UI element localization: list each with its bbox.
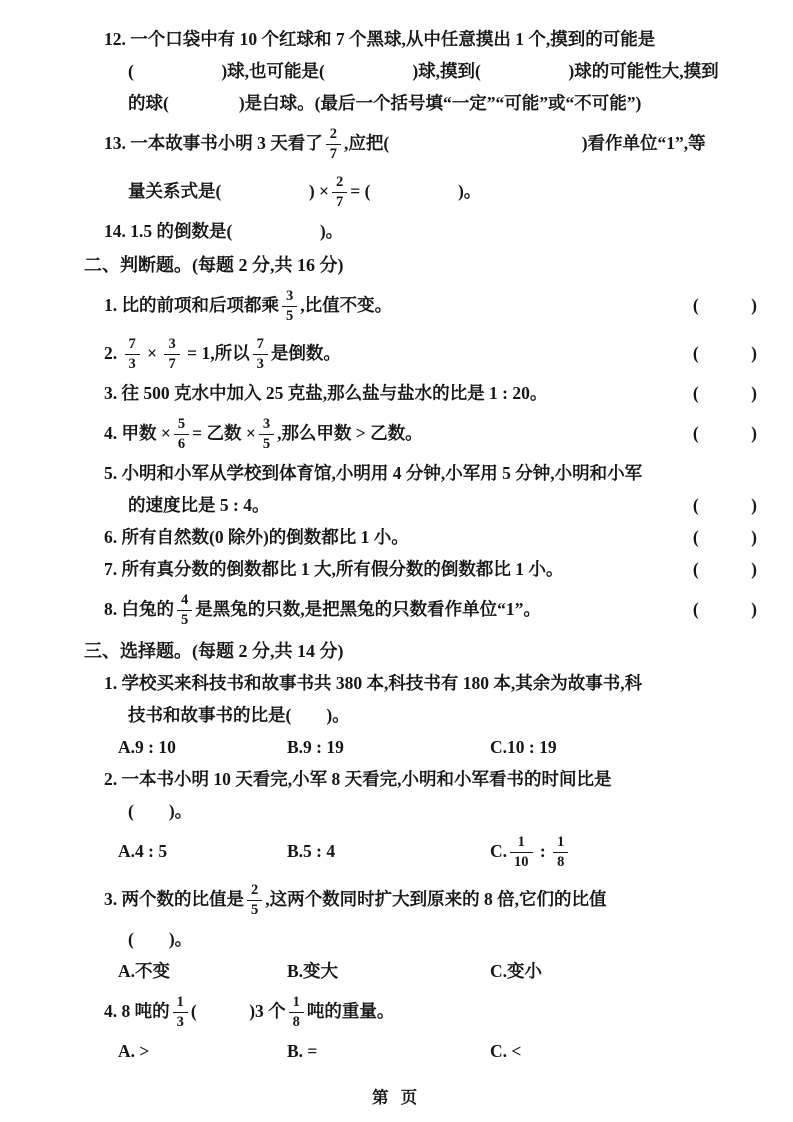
option-a <box>118 1041 287 1063</box>
answer-bracket: ( ) <box>692 343 757 364</box>
choice-2-line-1 <box>84 764 757 796</box>
text-run: 吨的重量。 <box>306 1001 395 1022</box>
q12-line-3 <box>84 88 757 120</box>
text-run: C.10 : 19 <box>490 737 557 758</box>
text-run: 13. 一本故事书小明 3 天看了 <box>104 133 323 154</box>
option-b <box>287 1041 490 1063</box>
choice-4-line-1 <box>84 988 757 1036</box>
text-run: A. > <box>118 1041 150 1062</box>
text-run: 3. 往 500 克水中加入 25 克盐,那么盐与盐水的比是 1 : 20。 <box>104 383 548 404</box>
fraction-numerator: 1 <box>292 994 300 1010</box>
text-run: ,比值不变。 <box>300 295 393 316</box>
text-run: 6. 所有自然数(0 除外)的倒数都比 1 小。 <box>104 527 409 548</box>
text-run: 1. 比的前项和后项都乘 <box>104 295 279 316</box>
fraction <box>326 127 341 161</box>
text-run: 5. 小明和小军从学校到体育馆,小明用 4 分钟,小军用 5 分钟,小明和小军 <box>104 463 643 484</box>
text-run: B.5 : 4 <box>287 841 336 862</box>
q13-line-2 <box>84 168 757 216</box>
fraction-numerator: 5 <box>177 416 186 432</box>
text-run: 14. 1.5 的倒数是( )。 <box>104 221 344 242</box>
text-run: = 乙数 × <box>192 423 256 444</box>
fraction <box>282 289 297 323</box>
fraction-numerator: 1 <box>557 834 565 850</box>
judge-7 <box>84 554 757 586</box>
text-run: = 1,所以 <box>182 343 250 364</box>
fraction-numerator: 1 <box>517 834 525 850</box>
fraction <box>164 337 179 371</box>
fraction <box>125 337 140 371</box>
text-run: ,应把( )看作单位“1”,等 <box>344 133 706 154</box>
fraction-denominator: 7 <box>332 192 347 210</box>
option-b <box>287 737 490 759</box>
text-run: 二、判断题。(每题 2 分,共 16 分) <box>84 254 344 275</box>
judge-4 <box>84 410 757 458</box>
choice-2-options <box>84 828 757 876</box>
fraction-numerator: 4 <box>181 592 189 608</box>
text-run: C. < <box>490 1041 522 1062</box>
fraction <box>332 175 347 209</box>
fraction-denominator: 10 <box>510 852 533 870</box>
answer-bracket: ( ) <box>692 495 757 516</box>
text-run: ( )。 <box>128 801 193 822</box>
fraction <box>259 417 274 451</box>
fraction-denominator: 7 <box>326 144 341 162</box>
fraction-denominator: 7 <box>164 354 179 372</box>
fraction-denominator: 5 <box>282 306 297 324</box>
fraction <box>289 995 304 1029</box>
judge-1 <box>84 282 757 330</box>
fraction-numerator: 7 <box>256 336 264 352</box>
option-a <box>118 737 287 759</box>
fraction <box>510 835 533 869</box>
fraction-denominator: 8 <box>289 1012 304 1030</box>
fraction <box>247 883 262 917</box>
text-run: : <box>535 841 551 862</box>
text-run: ,那么甲数 > 乙数。 <box>277 423 423 444</box>
text-run: C. <box>490 841 508 862</box>
fraction-denominator: 3 <box>125 354 140 372</box>
text-run: 技书和故事书的比是( )。 <box>128 705 350 726</box>
text-run: ,这两个数同时扩大到原来的 8 倍,它们的比值 <box>265 889 607 910</box>
fraction-numerator: 2 <box>336 174 344 190</box>
judge-5-line-1 <box>84 458 757 490</box>
fraction-numerator: 3 <box>286 288 294 304</box>
q12-line-1 <box>84 24 757 56</box>
option-c <box>490 961 757 983</box>
fraction-denominator: 5 <box>259 434 274 452</box>
option-a <box>118 961 287 983</box>
fraction-denominator: 3 <box>173 1012 188 1030</box>
judge-8 <box>84 586 757 634</box>
text-run: 2. 一本书小明 10 天看完,小军 8 天看完,小明和小军看书的时间比是 <box>104 769 612 790</box>
q12-line-2 <box>84 56 757 88</box>
text-run: 的速度比是 5 : 4。 <box>128 495 270 516</box>
judge-3 <box>84 378 757 410</box>
text-run: 的球( )是白球。(最后一个括号填“一定”“可能”或“不可能”) <box>128 93 642 114</box>
text-run: B. = <box>287 1041 318 1062</box>
fraction-numerator: 3 <box>262 416 271 432</box>
text-run: 三、选择题。(每题 2 分,共 14 分) <box>84 640 344 661</box>
text-run: A.9 : 10 <box>118 737 176 758</box>
fraction-denominator: 8 <box>553 852 568 870</box>
option-a <box>118 841 287 863</box>
q13-line-1 <box>84 120 757 168</box>
fraction-numerator: 7 <box>128 336 136 352</box>
option-b <box>287 961 490 983</box>
choice-3-line-1 <box>84 876 757 924</box>
choice-3-line-2 <box>84 924 757 956</box>
option-b <box>287 841 490 863</box>
q14-line-1 <box>84 216 757 248</box>
text-run: × <box>142 343 162 364</box>
answer-bracket: ( ) <box>692 295 757 316</box>
judge-6 <box>84 522 757 554</box>
text-run: A.4 : 5 <box>118 841 168 862</box>
text-run: 3. 两个数的比值是 <box>104 889 244 910</box>
choice-1-options <box>84 732 757 764</box>
fraction-denominator: 5 <box>177 610 192 628</box>
fraction <box>253 337 268 371</box>
fraction-denominator: 3 <box>253 354 268 372</box>
text-run: 1. 学校买来科技书和故事书共 380 本,科技书有 180 本,其余为故事书,科 <box>104 673 643 694</box>
choice-4-options <box>84 1036 757 1068</box>
text-run: ( )球,也可能是( )球,摸到( )球的可能性大,摸到 <box>128 61 719 82</box>
text-run: C.变小 <box>490 961 543 982</box>
text-run: A.不变 <box>118 961 171 982</box>
text-run: 2. <box>104 343 122 364</box>
page-footer <box>0 1084 793 1108</box>
fraction <box>177 593 192 627</box>
answer-bracket: ( ) <box>692 527 757 548</box>
choice-1-line-1 <box>84 668 757 700</box>
text-run: ( )。 <box>128 929 193 950</box>
section-3-heading <box>84 634 757 668</box>
text-run: = ( )。 <box>350 181 482 202</box>
text-run: 4. 8 吨的 <box>104 1001 170 1022</box>
fraction-denominator: 5 <box>247 900 262 918</box>
choice-2-line-2 <box>84 796 757 828</box>
text-run: 是黑兔的只数,是把黑兔的只数看作单位“1”。 <box>195 599 541 620</box>
footer-text: 第 页 <box>371 1088 422 1107</box>
fraction-numerator: 2 <box>329 126 337 142</box>
text-run: 12. 一个口袋中有 10 个红球和 7 个黑球,从中任意摸出 1 个,摸到的可能是 <box>104 29 656 50</box>
option-c <box>490 737 757 759</box>
fraction <box>174 417 189 451</box>
text-run: 7. 所有真分数的倒数都比 1 大,所有假分数的倒数都比 1 小。 <box>104 559 564 580</box>
text-run: 是倒数。 <box>270 343 341 364</box>
judge-2 <box>84 330 757 378</box>
answer-bracket: ( ) <box>692 423 757 444</box>
fraction-numerator: 1 <box>176 994 184 1010</box>
fraction-denominator: 6 <box>174 434 189 452</box>
document-body <box>84 24 757 1068</box>
option-c <box>490 1041 757 1063</box>
choice-1-line-2 <box>84 700 757 732</box>
section-2-heading <box>84 248 757 282</box>
answer-bracket: ( ) <box>692 383 757 404</box>
fraction <box>553 835 568 869</box>
text-run: 4. 甲数 × <box>104 423 171 444</box>
text-run: ( )3 个 <box>190 1001 286 1022</box>
answer-bracket: ( ) <box>692 599 757 620</box>
fraction-numerator: 2 <box>251 882 259 898</box>
fraction <box>173 995 188 1029</box>
text-run: 8. 白兔的 <box>104 599 174 620</box>
judge-5-line-2 <box>84 490 757 522</box>
text-run: B.9 : 19 <box>287 737 344 758</box>
option-c <box>490 835 757 869</box>
text-run: B.变大 <box>287 961 339 982</box>
text-run: 量关系式是( ) × <box>128 181 330 202</box>
choice-3-options <box>84 956 757 988</box>
fraction-numerator: 3 <box>168 336 176 352</box>
answer-bracket: ( ) <box>692 559 757 580</box>
